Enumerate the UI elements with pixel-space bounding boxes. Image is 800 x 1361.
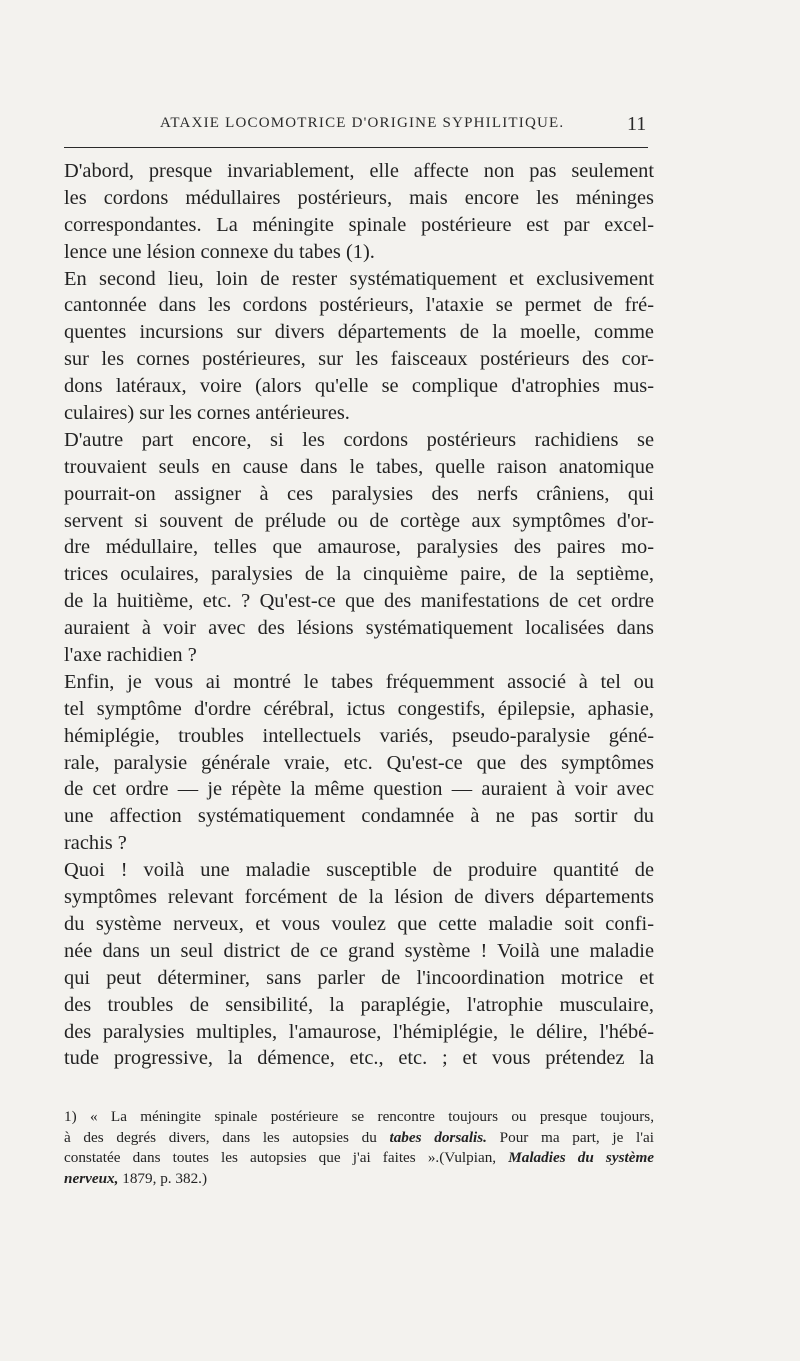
text-line: trouvaient seuls en cause dans le tabes, quelle raison anatomique	[64, 455, 654, 478]
text-line: des paralysies multiples, l'amaurose, l'hémiplégie, le délire, l'hébé-	[64, 1020, 654, 1043]
text-line: du système nerveux, et vous voulez que cette maladie soit confi-	[64, 912, 654, 935]
text-line: lence une lésion connexe du tabes (1).	[64, 240, 375, 263]
text-line: En second lieu, loin de rester systématiquement et exclusivement	[64, 267, 654, 290]
footnote-text: à des degrés divers, dans les autopsies du	[64, 1128, 390, 1146]
text-line: rachis ?	[64, 832, 127, 855]
footnote-italic: Maladies du système	[508, 1149, 654, 1167]
header-rule	[64, 147, 648, 148]
text-line: quentes incursions sur divers départements de la moelle, comme	[64, 321, 654, 344]
footnote-text: constatée dans toutes les autopsies que j'ai faites ».(Vulpian,	[64, 1149, 509, 1167]
text-line: née dans un seul district de ce grand système ! Voilà une maladie	[64, 939, 654, 962]
text-line: l'axe rachidien ?	[64, 644, 197, 667]
text-line: qui peut déterminer, sans parler de l'incoordination motrice et	[64, 966, 654, 989]
text-line: pourrait-on assigner à ces paralysies des nerfs crâniens, qui	[64, 482, 654, 505]
footnote	[64, 1107, 654, 1189]
text-line: des troubles de sensibilité, la paraplégie, l'atrophie musculaire,	[64, 993, 654, 1016]
text-line: D'abord, presque invariablement, elle affecte non pas seulement	[64, 160, 654, 182]
text-line: tel symptôme d'ordre cérébral, ictus congestifs, épilepsie, aphasie,	[64, 697, 654, 720]
running-title: ATAXIE LOCOMOTRICE D'ORIGINE SYPHILITIQUE.	[160, 115, 565, 131]
text-line: symptômes relevant forcément de la lésion de divers départements	[64, 886, 654, 909]
running-header	[0, 113, 800, 139]
text-line: rale, paralysie générale vraie, etc. Qu'est-ce que des symptômes	[64, 751, 654, 774]
text-line: culaires) sur les cornes antérieures.	[64, 402, 350, 425]
text-line: trices oculaires, paralysies de la cinquième paire, de la septième,	[64, 563, 654, 586]
text-line: cantonnée dans les cordons postérieurs, l'ataxie se permet de fré-	[64, 294, 654, 317]
text-line: de la huitième, etc. ? Qu'est-ce que des manifestations de cet ordre	[64, 590, 654, 613]
text-line: correspondantes. La méningite spinale postérieure est par excel-	[64, 213, 654, 236]
footnote-line	[64, 1148, 654, 1169]
text-line: les cordons médullaires postérieurs, mais encore les méninges	[64, 186, 654, 209]
text-line: auraient à voir avec des lésions systématiquement localisées dans	[64, 617, 654, 640]
text-line: tude progressive, la démence, etc., etc. ; et vous prétendez la	[64, 1047, 654, 1070]
footnote-line: 1) « La méningite spinale postérieure se rencontre toujours ou presque toujours,	[64, 1108, 654, 1125]
footnote-text: 1879, p. 382.)	[118, 1169, 208, 1187]
body-text	[64, 158, 654, 1072]
footnote-italic: nerveux,	[64, 1169, 119, 1187]
text-line: dons latéraux, voire (alors qu'elle se complique d'atrophies mus-	[64, 375, 654, 398]
text-line: sur les cornes postérieures, sur les faisceaux postérieurs des cor-	[64, 348, 654, 371]
footnote-line	[64, 1169, 654, 1190]
footnote-text: Pour ma part, je l'ai	[486, 1128, 654, 1146]
text-line: Enfin, je vous ai montré le tabes fréquemment associé à tel ou	[64, 670, 654, 693]
text-line: Quoi ! voilà une maladie susceptible de produire quantité de	[64, 859, 654, 882]
footnote-italic: tabes dorsalis.	[389, 1128, 487, 1146]
text-line: de cet ordre — je répète la même question — auraient à voir avec	[64, 778, 654, 801]
page-number: 11	[627, 113, 647, 135]
text-line: D'autre part encore, si les cordons postérieurs rachidiens se	[64, 428, 654, 451]
text-line: dre médullaire, telles que amaurose, paralysies des paires mo-	[64, 536, 654, 559]
footnote-line	[64, 1128, 654, 1149]
text-line: une affection systématiquement condamnée à ne pas sortir du	[64, 805, 654, 828]
text-line: servent si souvent de prélude ou de cortège aux symptômes d'or-	[64, 509, 654, 532]
text-line: hémiplégie, troubles intellectuels variés, pseudo-paralysie géné-	[64, 724, 654, 747]
